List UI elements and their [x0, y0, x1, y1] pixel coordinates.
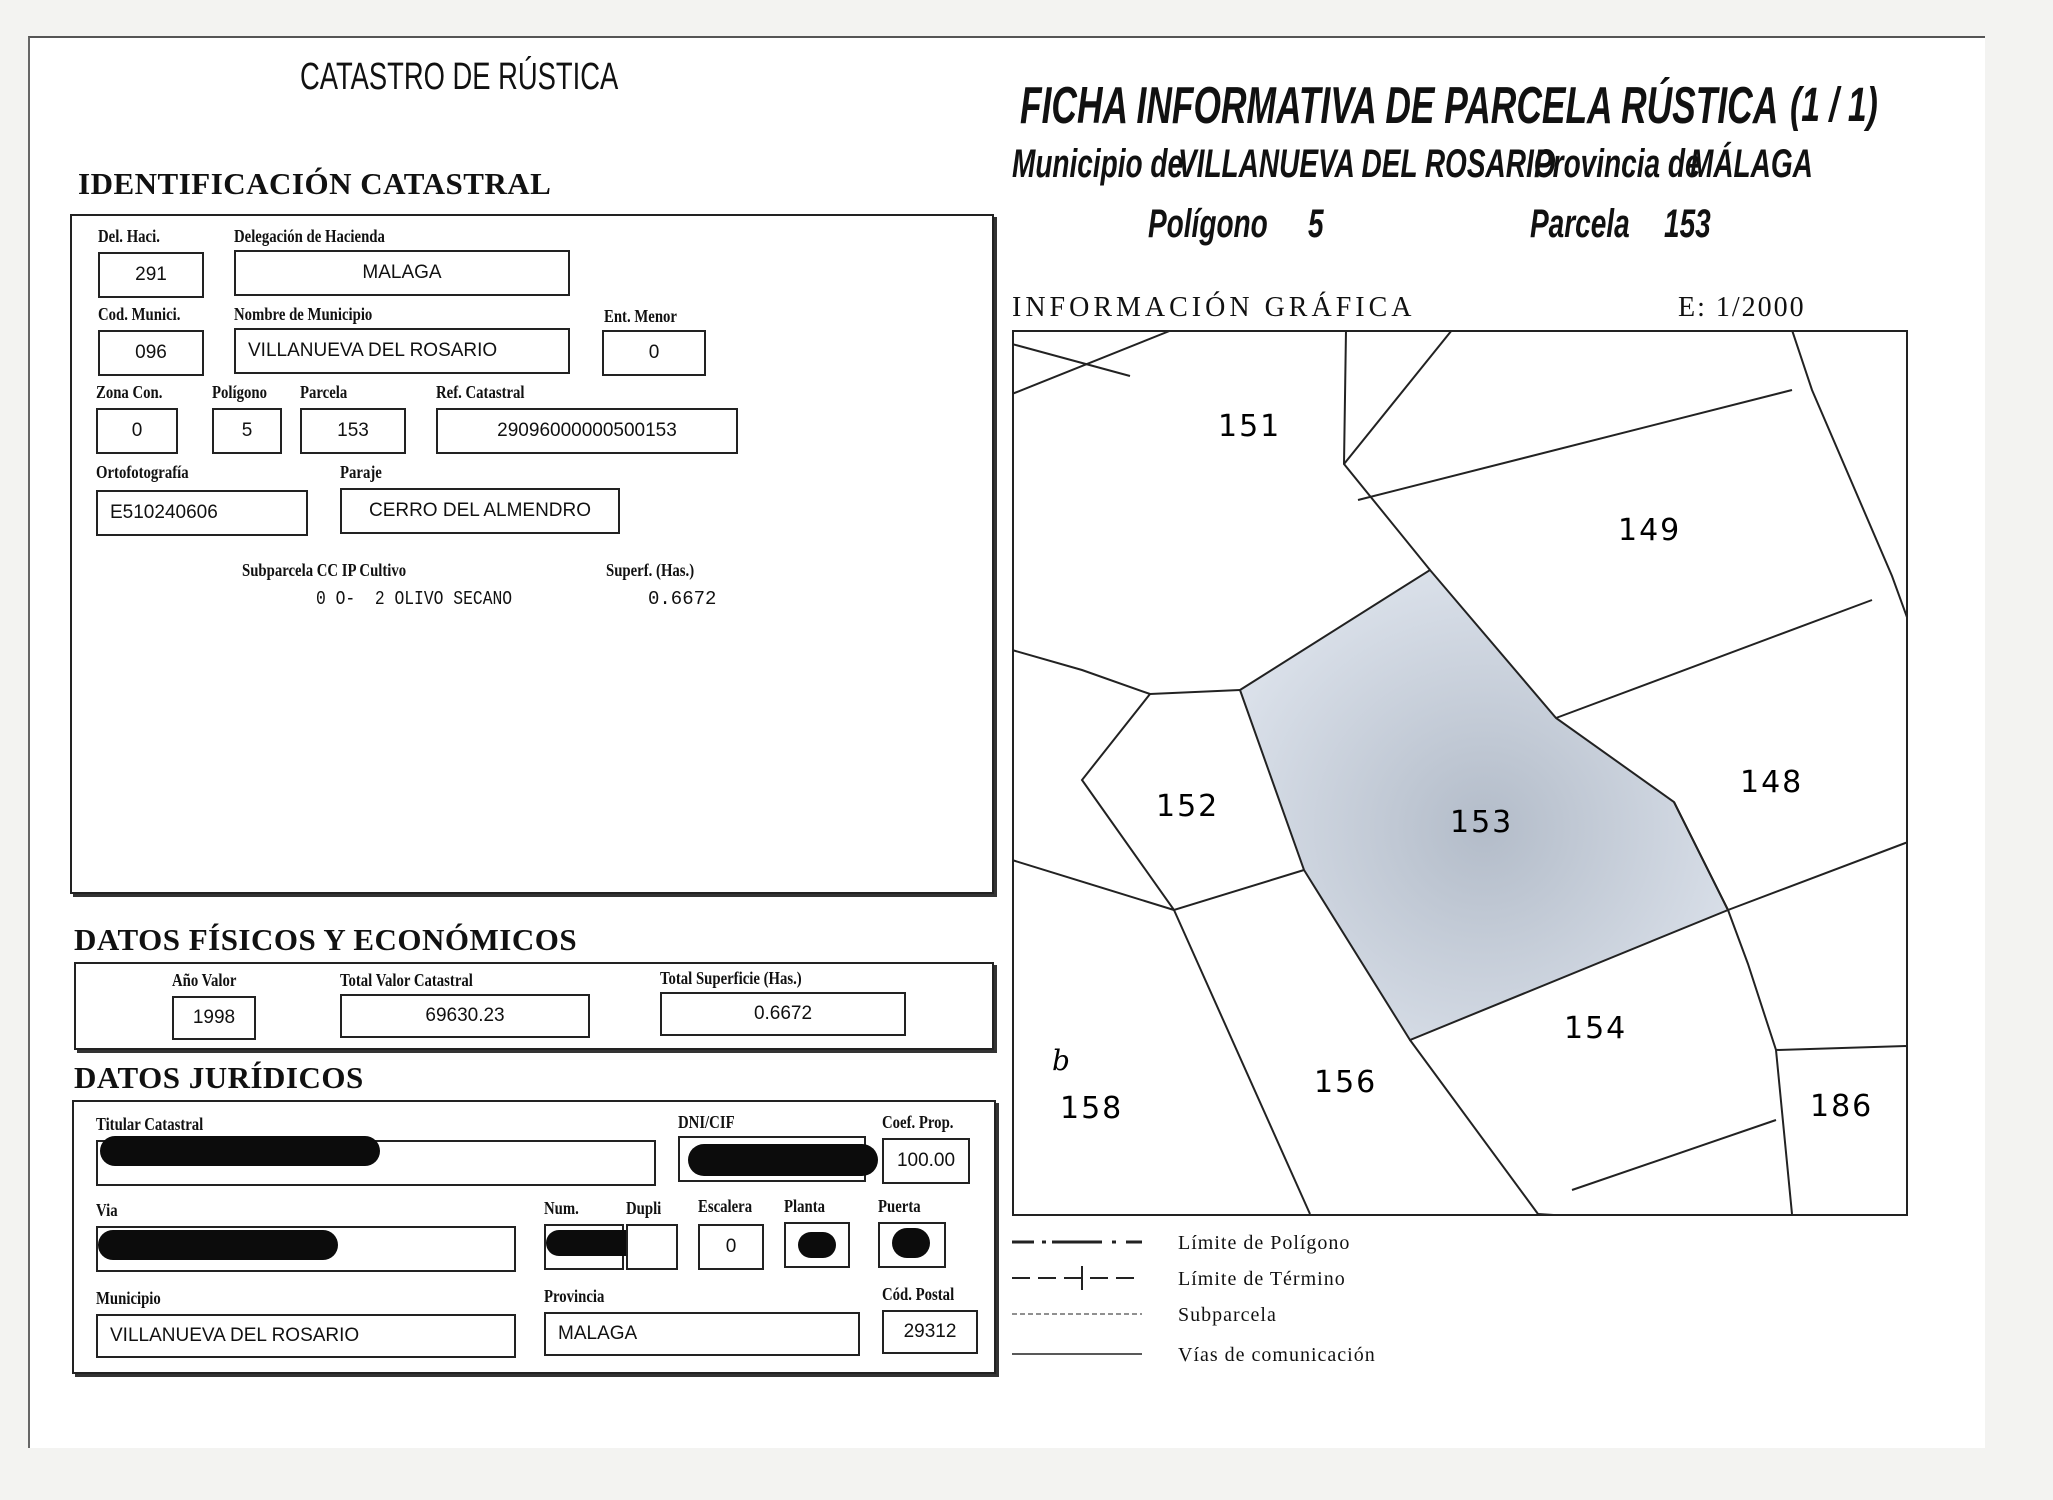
header-municipio-value: VILLANUEVA DEL ROSARIO: [1178, 142, 1556, 186]
identificacion-panel: [70, 214, 994, 894]
paraje-field: CERRO DEL ALMENDRO: [340, 488, 620, 534]
parcel-label-156: 156: [1314, 1065, 1378, 1100]
delegacion-field: MALAGA: [234, 250, 570, 296]
parcel-label-154: 154: [1564, 1011, 1628, 1046]
total-valor-label: Total Valor Catastral: [340, 970, 473, 990]
cod-munici-field: 096: [98, 330, 204, 376]
nombre-municipio-label: Nombre de Municipio: [234, 304, 373, 324]
total-superficie-label: Total Superficie (Has.): [660, 968, 802, 988]
poligono-field: 5: [212, 408, 282, 454]
ent-menor-label: Ent. Menor: [604, 306, 677, 326]
municipio-field: VILLANUEVA DEL ROSARIO: [96, 1314, 516, 1358]
dni-redaction: [688, 1144, 878, 1176]
header-parcela-value: 153: [1664, 202, 1711, 246]
puerta-label: Puerta: [878, 1196, 921, 1216]
identificacion-heading: IDENTIFICACIÓN CATASTRAL: [78, 166, 552, 201]
header-provincia-value: MÁLAGA: [1690, 142, 1813, 186]
provincia-field: MALAGA: [544, 1312, 860, 1356]
num-label: Num.: [544, 1198, 579, 1218]
header-municipio-label: Municipio de: [1012, 142, 1184, 186]
coef-field: 100.00: [882, 1138, 970, 1184]
cadastral-sheet: [28, 36, 1985, 1448]
delegacion-label: Delegación de Hacienda: [234, 226, 385, 246]
total-valor-field: 69630.23: [340, 994, 590, 1038]
ref-catastral-field: 29096000000500153: [436, 408, 738, 454]
catastro-title: CATASTRO DE RÚSTICA: [300, 56, 619, 98]
parcel-label-153: 153: [1450, 805, 1514, 840]
planta-redaction: [798, 1232, 836, 1258]
total-superficie-field: 0.6672: [660, 992, 906, 1036]
page-count: (1 / 1): [1790, 79, 1878, 132]
superf-value: 0.6672: [648, 588, 717, 610]
zona-con-label: Zona Con.: [96, 382, 163, 402]
ano-valor-label: Año Valor: [172, 970, 237, 990]
grafica-heading: INFORMACIÓN GRÁFICA: [1012, 292, 1416, 323]
planta-label: Planta: [784, 1196, 826, 1216]
datos-fisicos-panel: [74, 962, 994, 1050]
legend-lines: [1012, 1228, 1172, 1388]
subparcela-header: Subparcela CC IP Cultivo: [242, 560, 407, 580]
paraje-label: Paraje: [340, 462, 382, 482]
titular-label: Titular Catastral: [96, 1114, 204, 1134]
legend-item-vias: Vías de comunicación: [1178, 1344, 1376, 1366]
ortofotografia-label: Ortofotografía: [96, 462, 189, 482]
parcel-label-151: 151: [1218, 409, 1282, 444]
header-poligono-value: 5: [1308, 202, 1324, 246]
escalera-field: 0: [698, 1224, 764, 1270]
legend-item-poligono: Límite de Polígono: [1178, 1232, 1351, 1254]
ano-valor-field: 1998: [172, 996, 256, 1040]
legend-item-subparcela: Subparcela: [1178, 1304, 1277, 1326]
del-haci-label: Del. Haci.: [98, 226, 160, 246]
coef-label: Coef. Prop.: [882, 1112, 954, 1132]
parcel-label-152: 152: [1156, 789, 1220, 824]
nombre-municipio-field: VILLANUEVA DEL ROSARIO: [234, 328, 570, 374]
cod-postal-field: 29312: [882, 1310, 978, 1354]
parcel-label-148: 148: [1740, 765, 1804, 800]
provincia-label: Provincia: [544, 1286, 605, 1306]
datos-juridicos-heading: DATOS JURÍDICOS: [74, 1060, 364, 1095]
parcel-label-149: 149: [1618, 513, 1682, 548]
parcel-label-186: 186: [1810, 1089, 1874, 1124]
del-haci-field: 291: [98, 252, 204, 298]
parcel-label-158: 158: [1060, 1091, 1124, 1126]
legend-item-termino: Límite de Término: [1178, 1268, 1346, 1290]
titular-redaction: [100, 1136, 380, 1166]
superf-header: Superf. (Has.): [606, 560, 695, 580]
dupli-field: [626, 1224, 678, 1270]
ficha-title: FICHA INFORMATIVA DE PARCELA RÚSTICA: [1020, 77, 1779, 135]
parcela-label: Parcela: [300, 382, 348, 402]
dni-label: DNI/CIF: [678, 1112, 735, 1132]
cod-munici-label: Cod. Munici.: [98, 304, 181, 324]
ent-menor-field: 0: [602, 330, 706, 376]
escalera-label: Escalera: [698, 1196, 753, 1216]
via-redaction: [98, 1230, 338, 1260]
header-poligono-label: Polígono: [1148, 202, 1268, 246]
cod-postal-label: Cód. Postal: [882, 1284, 955, 1304]
via-label: Via: [96, 1200, 118, 1220]
map-corner-mark: b: [1052, 1044, 1070, 1077]
ortofotografia-field: E510240606: [96, 490, 308, 536]
municipio-label: Municipio: [96, 1288, 161, 1308]
ref-catastral-label: Ref. Catastral: [436, 382, 525, 402]
poligono-label: Polígono: [212, 382, 267, 402]
grafica-scale: E: 1/2000: [1678, 292, 1806, 323]
puerta-redaction: [892, 1228, 930, 1258]
datos-juridicos-panel: [72, 1100, 996, 1374]
dupli-label: Dupli: [626, 1198, 662, 1218]
zona-con-field: 0: [96, 408, 178, 454]
parcela-field: 153: [300, 408, 406, 454]
header-parcela-label: Parcela: [1530, 202, 1630, 246]
subparcela-row: 0 O- 2 OLIVO SECANO: [316, 588, 513, 610]
parcel-map: [1012, 330, 1908, 1216]
datos-fisicos-heading: DATOS FÍSICOS Y ECONÓMICOS: [74, 922, 578, 957]
header-provincia-label: Provincia de: [1534, 142, 1701, 186]
